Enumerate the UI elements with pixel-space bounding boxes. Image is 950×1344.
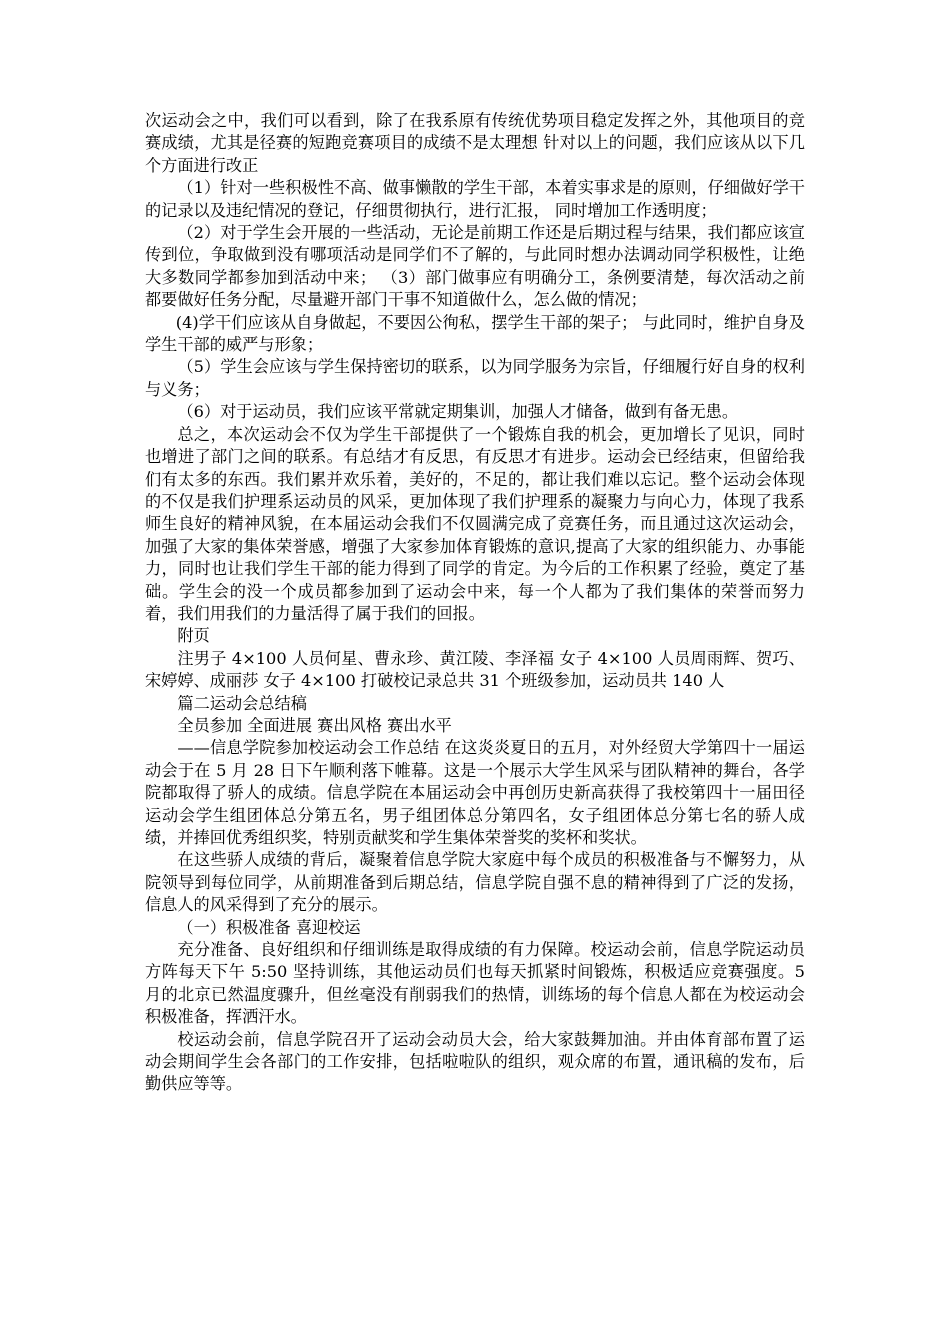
paragraph-8: 附页 [177,626,210,646]
paragraph-15: 充分准备、良好组织和仔细训练是取得成绩的有力保障。校运动会前，信息学院运动员方阵每天下午 5:50 坚持训练，其他运动员们也每天抓紧时间锻炼，积极适应竞赛强度。5 月的北京已然温度骤升，但丝毫没有削弱我们的热情，训练场的每个信息人都在为校运动会积极准备，挥洒汗水。 [145,940,805,1027]
paragraph-2: （1）针对一些积极性不高、做事懒散的学生干部，本着实事求是的原则，仔细做好学干的记录以及违纪情况的登记，仔细贯彻执行，进行汇报， 同时增加工作透明度； [145,178,805,220]
paragraph-10: 篇二运动会总结稿 [177,693,307,713]
paragraph-14: （一）积极准备 喜迎校运 [177,917,361,937]
paragraph-5: （5）学生会应该与学生保持密切的联系，以为同学服务为宗旨，仔细履行好自身的权利与义务； [145,357,805,399]
paragraph-6: （6）对于运动员，我们应该平常就定期集训，加强人才储备，做到有备无患。 [177,402,739,422]
paragraph-7: 总之，本次运动会不仅为学生干部提供了一个锻炼自我的机会，更加增长了见识，同时也增进了部门之间的联系。有总结才有反思，有反思才有进步。运动会已经结束，但留给我们有太多的东西。我们累并欢乐着，美好的，不足的，都让我们难以忘记。整个运动会体现的不仅是我们护理系运动员的风采，更加体现了我们护理系的凝聚力与向心力，体现了我系师生良好的精神风貌，在本届运动会我们不仅圆满完成了竞赛任务，而且通过这次运动会，加强了大家的集体荣誉感，增强了大家参加体育锻炼的意识,提高了大家的组织能力、办事能力，同时也让我们学生干部的能力得到了同学的肯定。为今后的工作积累了经验，奠定了基础。学生会的没一个成员都参加到了运动会中来，每一个人都为了我们集体的荣誉而努力着，我们用我们的力量活得了属于我们的回报。 [145,424,805,623]
document-page [145,110,805,1096]
paragraph-11: 全员参加 全面进展 赛出风格 赛出水平 [177,715,452,735]
paragraph-16: 校运动会前，信息学院召开了运动会动员大会，给大家鼓舞加油。并由体育部布置了运动会期间学生会各部门的工作安排，包括啦啦队的组织，观众席的布置，通讯稿的发布，后勤供应等等。 [145,1029,805,1094]
paragraph-1: 次运动会之中，我们可以看到，除了在我系原有传统优势项目稳定发挥之外，其他项目的竞赛成绩，尤其是径赛的短跑竞赛项目的成绩不是太理想 针对以上的问题，我们应该从以下几个方面进行改正 [145,111,805,175]
paragraph-12: ——信息学院参加校运动会工作总结 在这炎炎夏日的五月，对外经贸大学第四十一届运动会于在 5 月 28 日下午顺利落下帷幕。这是一个展示大学生风采与团队精神的舞台，各学院都取得了骄人的成绩。信息学院在本届运动会中再创历史新高获得了我校第四十一届田径运动会学生组团体总分第五名，男子组团体总分第四名，女子组团体总分第七名的骄人成绩，并捧回优秀组织奖，特别贡献奖和学生集体荣誉奖的奖杯和奖状。 [145,738,805,847]
paragraph-4: (4)学干们应该从自身做起，不要因公徇私，摆学生干部的架子； 与此同时，维护自身及学生干部的威严与形象； [145,312,805,355]
paragraph-9: 注男子 4×100 人员何星、曹永珍、黄江陵、李泽福 女子 4×100 人员周雨辉、贺巧、宋婷婷、成丽莎 女子 4×100 打破校记录总共 31 个班级参加，运动员共 140 人 [145,648,805,691]
paragraph-3: （2）对于学生会开展的一些活动，无论是前期工作还是后期过程与结果，我们都应该宣传到位，争取做到没有哪项活动是同学们不了解的，与此同时想办法调动同学积极性，让绝大多数同学都参加到活动中来； （3）部门做事应有明确分工，条例要清楚，每次活动之前都要做好任务分配，尽量避开部门干事不知道做什么，怎么做的情况； [145,223,805,310]
paragraph-13: 在这些骄人成绩的背后，凝聚着信息学院大家庭中每个成员的积极准备与不懈努力，从院领导到每位同学，从前期准备到后期总结，信息学院自强不息的精神得到了广泛的发扬，信息人的风采得到了充分的展示。 [145,850,805,915]
